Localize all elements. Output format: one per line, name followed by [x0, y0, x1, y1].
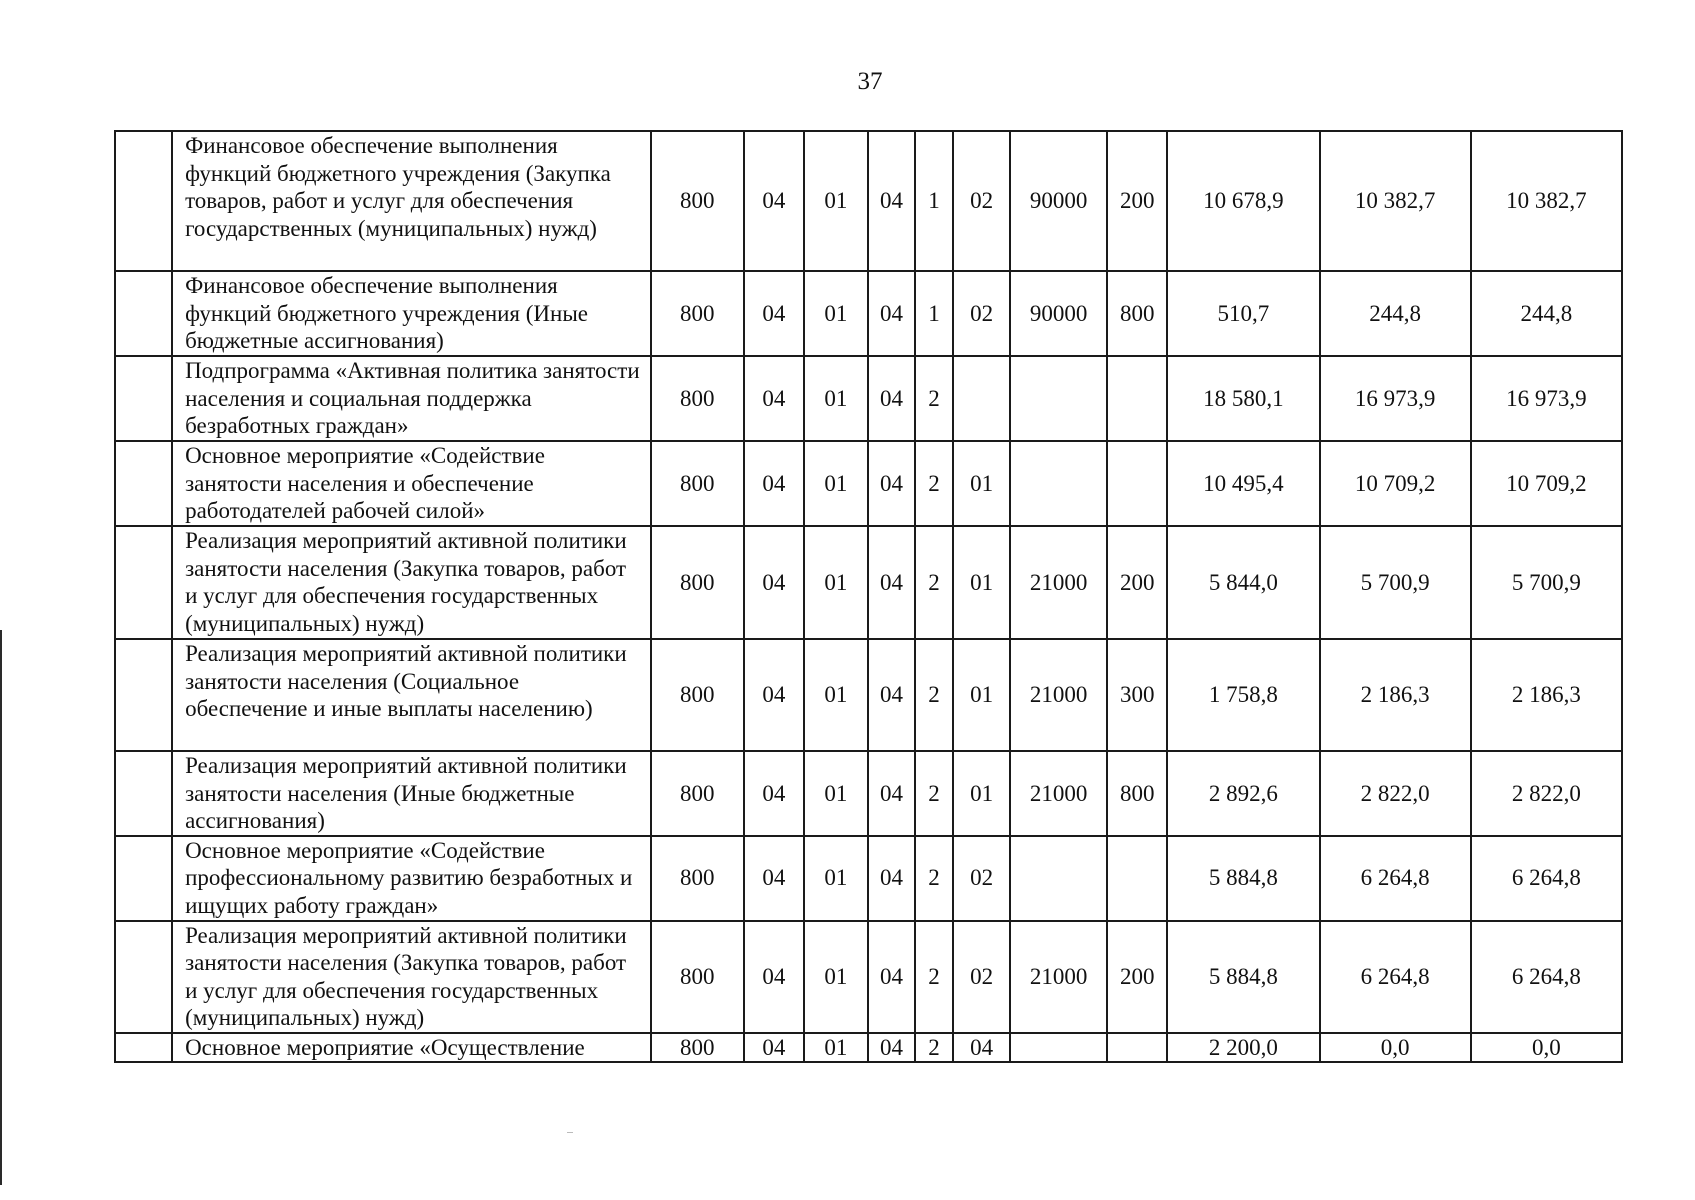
table-body: [115, 131, 1622, 1062]
amount-year-1-cell: 1 758,8: [1167, 639, 1319, 751]
main-event-cell: 01: [953, 526, 1010, 639]
amount-year-2-cell: 10 709,2: [1320, 441, 1471, 526]
subsection-cell: 01: [804, 526, 868, 639]
main-event-cell: [953, 356, 1010, 441]
grbs-cell: 800: [651, 441, 744, 526]
direction-cell: [1010, 836, 1107, 921]
section-cell: 04: [744, 271, 804, 356]
section-cell: 04: [744, 1033, 804, 1062]
row-number-cell: [115, 751, 172, 836]
direction-cell: [1010, 441, 1107, 526]
amount-year-1-cell: 2 892,6: [1167, 751, 1319, 836]
direction-cell: 90000: [1010, 131, 1107, 271]
table-row: [115, 751, 1622, 836]
direction-cell: 21000: [1010, 921, 1107, 1033]
amount-year-1-cell: 5 844,0: [1167, 526, 1319, 639]
table-row: [115, 921, 1622, 1033]
description-cell: Подпрограмма «Активная политика занятости населения и социальная поддержка безработных граждан»: [172, 356, 651, 441]
subsection-cell: 01: [804, 836, 868, 921]
grbs-cell: 800: [651, 921, 744, 1033]
amount-year-1-cell: 510,7: [1167, 271, 1319, 356]
subprogram-cell: 2: [915, 751, 953, 836]
description-cell: Основное мероприятие «Содействие профессиональному развитию безработных и ищущих работу граждан»: [172, 836, 651, 921]
section-cell: 04: [744, 921, 804, 1033]
row-number-cell: [115, 131, 172, 271]
row-number-cell: [115, 441, 172, 526]
expense-type-cell: 200: [1107, 921, 1167, 1033]
amount-year-2-cell: 2 822,0: [1320, 751, 1471, 836]
amount-year-3-cell: 244,8: [1471, 271, 1622, 356]
main-event-cell: 02: [953, 836, 1010, 921]
direction-cell: [1010, 1033, 1107, 1062]
program-cell: 04: [868, 751, 915, 836]
expense-type-cell: [1107, 1033, 1167, 1062]
amount-year-1-cell: 5 884,8: [1167, 921, 1319, 1033]
direction-cell: [1010, 356, 1107, 441]
table-row: [115, 131, 1622, 271]
grbs-cell: 800: [651, 131, 744, 271]
row-number-cell: [115, 921, 172, 1033]
amount-year-2-cell: 6 264,8: [1320, 836, 1471, 921]
description-cell: Реализация мероприятий активной политики занятости населения (Закупка товаров, работ и услуг для обеспечения государственных (муниципальных) нужд): [172, 921, 651, 1033]
program-cell: 04: [868, 131, 915, 271]
subprogram-cell: 2: [915, 921, 953, 1033]
main-event-cell: 02: [953, 271, 1010, 356]
amount-year-2-cell: 6 264,8: [1320, 921, 1471, 1033]
page-number: 37: [857, 68, 883, 95]
grbs-cell: 800: [651, 751, 744, 836]
row-number-cell: [115, 356, 172, 441]
grbs-cell: 800: [651, 1033, 744, 1062]
row-number-cell: [115, 526, 172, 639]
direction-cell: 90000: [1010, 271, 1107, 356]
subsection-cell: 01: [804, 751, 868, 836]
table-row: [115, 271, 1622, 356]
subprogram-cell: 2: [915, 1033, 953, 1062]
amount-year-3-cell: 10 709,2: [1471, 441, 1622, 526]
amount-year-2-cell: 2 186,3: [1320, 639, 1471, 751]
row-number-cell: [115, 271, 172, 356]
grbs-cell: 800: [651, 639, 744, 751]
expense-type-cell: 800: [1107, 271, 1167, 356]
expense-type-cell: 200: [1107, 526, 1167, 639]
program-cell: 04: [868, 356, 915, 441]
section-cell: 04: [744, 751, 804, 836]
expense-type-cell: 300: [1107, 639, 1167, 751]
amount-year-3-cell: 5 700,9: [1471, 526, 1622, 639]
section-cell: 04: [744, 441, 804, 526]
program-cell: 04: [868, 271, 915, 356]
row-number-cell: [115, 639, 172, 751]
subsection-cell: 01: [804, 441, 868, 526]
table-row: [115, 441, 1622, 526]
amount-year-3-cell: 6 264,8: [1471, 921, 1622, 1033]
grbs-cell: 800: [651, 836, 744, 921]
description-cell: Финансовое обеспечение выполнения функций бюджетного учреждения (Иные бюджетные ассигнования): [172, 271, 651, 356]
subprogram-cell: 2: [915, 356, 953, 441]
section-cell: 04: [744, 131, 804, 271]
amount-year-3-cell: 2 186,3: [1471, 639, 1622, 751]
direction-cell: 21000: [1010, 639, 1107, 751]
subprogram-cell: 2: [915, 639, 953, 751]
amount-year-2-cell: 16 973,9: [1320, 356, 1471, 441]
table-row: [115, 836, 1622, 921]
amount-year-1-cell: 18 580,1: [1167, 356, 1319, 441]
program-cell: 04: [868, 836, 915, 921]
description-cell: Реализация мероприятий активной политики занятости населения (Социальное обеспечение и иные выплаты населению): [172, 639, 651, 751]
table-row: [115, 526, 1622, 639]
amount-year-3-cell: 2 822,0: [1471, 751, 1622, 836]
section-cell: 04: [744, 356, 804, 441]
section-cell: 04: [744, 639, 804, 751]
table-row: [115, 639, 1622, 751]
expense-type-cell: 200: [1107, 131, 1167, 271]
main-event-cell: 04: [953, 1033, 1010, 1062]
subprogram-cell: 1: [915, 271, 953, 356]
amount-year-3-cell: 0,0: [1471, 1033, 1622, 1062]
program-cell: 04: [868, 441, 915, 526]
grbs-cell: 800: [651, 356, 744, 441]
description-cell: Основное мероприятие «Содействие занятости населения и обеспечение работодателей рабочей силой»: [172, 441, 651, 526]
amount-year-1-cell: 10 678,9: [1167, 131, 1319, 271]
amount-year-3-cell: 6 264,8: [1471, 836, 1622, 921]
amount-year-2-cell: 244,8: [1320, 271, 1471, 356]
program-cell: 04: [868, 639, 915, 751]
amount-year-1-cell: 10 495,4: [1167, 441, 1319, 526]
subprogram-cell: 2: [915, 526, 953, 639]
main-event-cell: 02: [953, 921, 1010, 1033]
subprogram-cell: 2: [915, 441, 953, 526]
main-event-cell: 01: [953, 639, 1010, 751]
amount-year-3-cell: 16 973,9: [1471, 356, 1622, 441]
amount-year-3-cell: 10 382,7: [1471, 131, 1622, 271]
main-event-cell: 01: [953, 751, 1010, 836]
amount-year-1-cell: 5 884,8: [1167, 836, 1319, 921]
program-cell: 04: [868, 1033, 915, 1062]
scan-speck: [567, 1132, 573, 1133]
grbs-cell: 800: [651, 526, 744, 639]
subprogram-cell: 1: [915, 131, 953, 271]
amount-year-2-cell: 0,0: [1320, 1033, 1471, 1062]
expense-type-cell: [1107, 441, 1167, 526]
expense-type-cell: [1107, 356, 1167, 441]
table-row: [115, 1033, 1622, 1062]
scan-edge-line: [0, 630, 2, 1185]
subsection-cell: 01: [804, 356, 868, 441]
section-cell: 04: [744, 836, 804, 921]
subprogram-cell: 2: [915, 836, 953, 921]
table-row: [115, 356, 1622, 441]
amount-year-2-cell: 5 700,9: [1320, 526, 1471, 639]
main-event-cell: 01: [953, 441, 1010, 526]
subsection-cell: 01: [804, 921, 868, 1033]
grbs-cell: 800: [651, 271, 744, 356]
direction-cell: 21000: [1010, 751, 1107, 836]
description-cell: Реализация мероприятий активной политики занятости населения (Иные бюджетные ассигнования): [172, 751, 651, 836]
amount-year-2-cell: 10 382,7: [1320, 131, 1471, 271]
program-cell: 04: [868, 526, 915, 639]
row-number-cell: [115, 836, 172, 921]
amount-year-1-cell: 2 200,0: [1167, 1033, 1319, 1062]
expense-type-cell: 800: [1107, 751, 1167, 836]
description-cell: Реализация мероприятий активной политики занятости населения (Закупка товаров, работ и услуг для обеспечения государственных (муниципальных) нужд): [172, 526, 651, 639]
subsection-cell: 01: [804, 131, 868, 271]
program-cell: 04: [868, 921, 915, 1033]
subsection-cell: 01: [804, 1033, 868, 1062]
main-event-cell: 02: [953, 131, 1010, 271]
subsection-cell: 01: [804, 639, 868, 751]
description-cell: Финансовое обеспечение выполнения функций бюджетного учреждения (Закупка товаров, работ и услуг для обеспечения государственных (муниципальных) нужд): [172, 131, 651, 271]
expense-type-cell: [1107, 836, 1167, 921]
subsection-cell: 01: [804, 271, 868, 356]
budget-table: [114, 130, 1623, 1063]
description-cell: Основное мероприятие «Осуществление: [172, 1033, 651, 1062]
section-cell: 04: [744, 526, 804, 639]
row-number-cell: [115, 1033, 172, 1062]
direction-cell: 21000: [1010, 526, 1107, 639]
